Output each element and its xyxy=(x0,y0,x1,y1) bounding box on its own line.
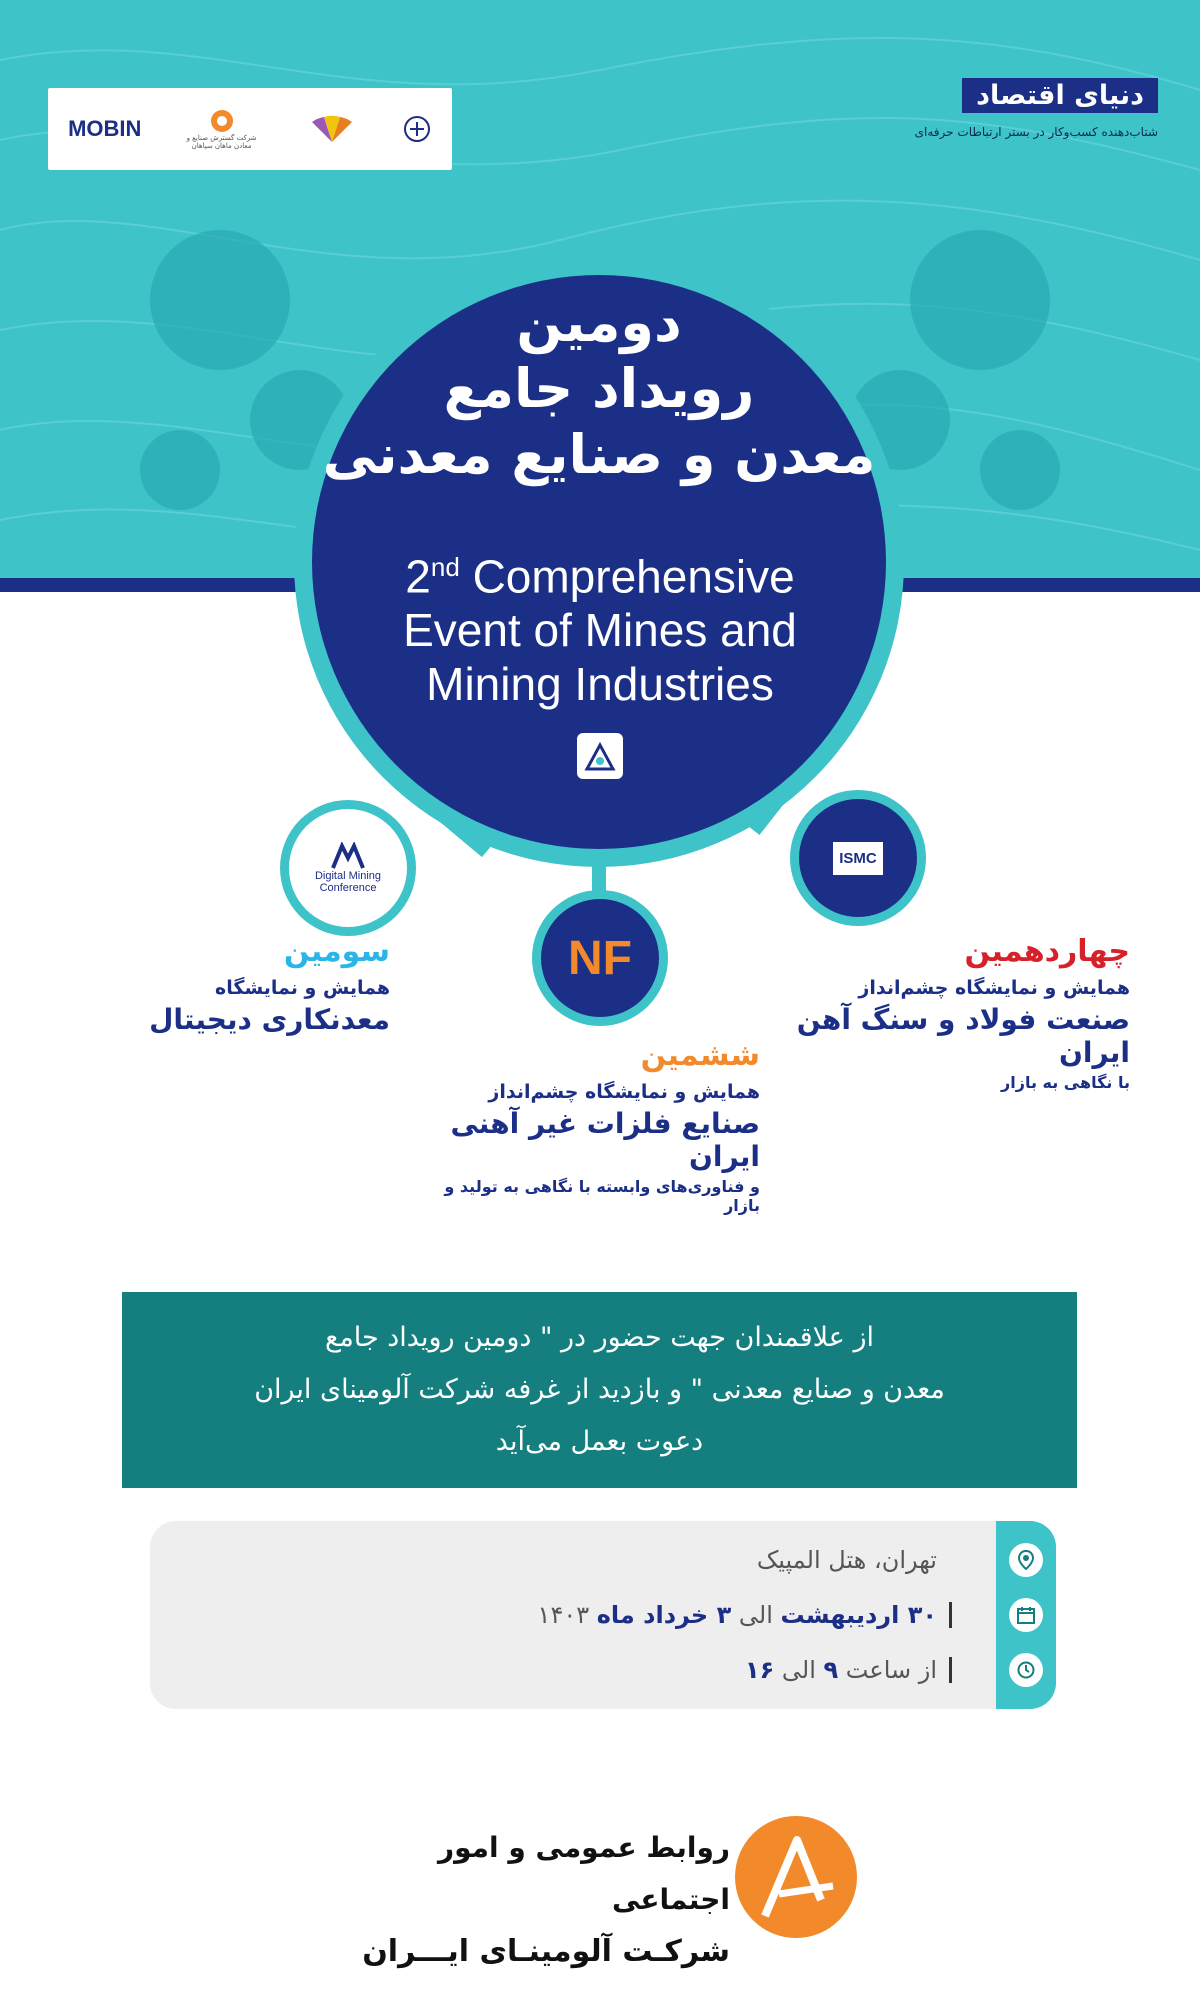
event-title-fa-line1: دومین xyxy=(516,291,682,354)
ordinal-suffix: nd xyxy=(430,552,460,582)
digital-mining-icon xyxy=(330,842,366,870)
date-year: ۱۴۰۳ xyxy=(537,1601,597,1629)
sunflower-icon xyxy=(209,108,235,134)
footer-line2: شرکـت آلومینـای ایـــران xyxy=(362,1934,730,1969)
info-location-row xyxy=(757,1543,952,1577)
brand-name: دنیای اقتصاد xyxy=(962,78,1158,113)
ismc-logo-text: ISMC xyxy=(833,842,883,875)
conference-ordinal: سومین xyxy=(283,934,390,969)
sponsor-mahan xyxy=(182,108,262,151)
invitation-line3: دعوت بعمل می‌آید xyxy=(495,1426,704,1457)
digital-mining-logo-text: Digital Mining Conference xyxy=(314,870,382,894)
ismc-logo xyxy=(799,799,917,917)
iran-alumina-logo xyxy=(735,1816,857,1938)
title-en-word: Comprehensive xyxy=(472,550,795,603)
date-separator: الی xyxy=(731,1601,781,1629)
footer-signature xyxy=(330,1822,730,1978)
mountain-arch-icon xyxy=(583,739,617,773)
event-title-fa-line2: رویداد جامع xyxy=(443,357,755,420)
calendar-icon xyxy=(1009,1598,1043,1632)
sponsor-caption: شرکت گسترش صنایع و معادن ماهان سپاهان xyxy=(186,133,257,150)
event-title-en-line1 xyxy=(350,540,850,603)
ministry-emblem-icon xyxy=(402,114,432,144)
digital-mining-logo-ring xyxy=(280,800,416,936)
invitation-box xyxy=(122,1292,1077,1488)
event-title-en-line2: Event of Mines and xyxy=(403,604,797,657)
alumina-a-icon xyxy=(735,1816,857,1938)
row-divider xyxy=(949,1547,952,1573)
time-to: ۱۶ xyxy=(744,1656,775,1684)
event-title-fa-line3: معدن و صنایع معدنی xyxy=(322,423,876,486)
time-from: ۹ xyxy=(823,1656,839,1684)
conference-ordinal: ششمین xyxy=(640,1038,760,1073)
invitation-line1: از علاقمندان جهت حضور در " دومین رویداد جامع xyxy=(324,1322,875,1353)
conference-line3: و فناوری‌های وابسته با نگاهی به تولید و بازار xyxy=(444,1177,760,1215)
brand-block xyxy=(858,78,1158,139)
brand-tagline: شتاب‌دهنده کسب‌وکار در بستر ارتباطات حرفه‌ای xyxy=(914,125,1158,139)
row-divider xyxy=(949,1602,952,1628)
footer-line1: روابط عمومی و امور اجتماعی xyxy=(438,1831,730,1916)
color-fan-icon xyxy=(302,114,362,144)
conference-line2: صنعت فولاد و سنگ آهن ایران xyxy=(796,1003,1130,1069)
conference-nf xyxy=(420,1038,760,1215)
event-title-en xyxy=(350,540,850,711)
sponsor-fan xyxy=(302,114,362,144)
organizer-logo xyxy=(577,733,623,779)
location-text: تهران، هتل المپیک xyxy=(756,1546,937,1574)
info-time-row xyxy=(745,1653,952,1687)
sponsor-logos xyxy=(48,88,452,170)
conference-line1: همایش و نمایشگاه xyxy=(215,977,390,999)
ismc-logo-ring xyxy=(790,790,926,926)
conference-digital-mining xyxy=(110,934,390,1036)
invitation-line2: معدن و صنایع معدنی " و بازدید از غرفه شرکت آلومینای ایران xyxy=(254,1374,945,1405)
sponsor-ministry xyxy=(402,114,432,144)
nf-logo-ring xyxy=(532,890,668,1026)
event-title-en-line3: Mining Industries xyxy=(426,658,774,711)
conference-line1: همایش و نمایشگاه چشم‌انداز xyxy=(858,977,1130,999)
date-start: ۳۰ اردیبهشت xyxy=(780,1601,937,1629)
nf-logo xyxy=(541,899,659,1017)
digital-mining-logo xyxy=(289,809,407,927)
conference-line1: همایش و نمایشگاه چشم‌انداز xyxy=(488,1081,760,1103)
ordinal-number: 2 xyxy=(405,550,431,603)
row-divider xyxy=(949,1657,952,1683)
conference-line2: صنایع فلزات غیر آهنی ایران xyxy=(450,1107,760,1173)
clock-icon xyxy=(1009,1653,1043,1687)
conference-line3: با نگاهی به بازار xyxy=(1001,1073,1130,1092)
sponsor-mobin xyxy=(68,116,141,142)
nf-logo-text: NF xyxy=(568,931,632,985)
event-title-fa xyxy=(312,290,886,488)
conference-ismc xyxy=(770,934,1130,1092)
location-pin-icon xyxy=(1009,1543,1043,1577)
info-date-row xyxy=(538,1598,952,1632)
date-end: ۳ خرداد ماه xyxy=(596,1601,732,1629)
conference-line2: معدنکاری دیجیتال xyxy=(149,1003,390,1036)
mobin-logo: MOBIN xyxy=(68,115,142,141)
time-prefix: از ساعت xyxy=(838,1656,937,1684)
time-separator: الی xyxy=(774,1656,824,1684)
conference-ordinal: چهاردهمین xyxy=(964,934,1130,969)
